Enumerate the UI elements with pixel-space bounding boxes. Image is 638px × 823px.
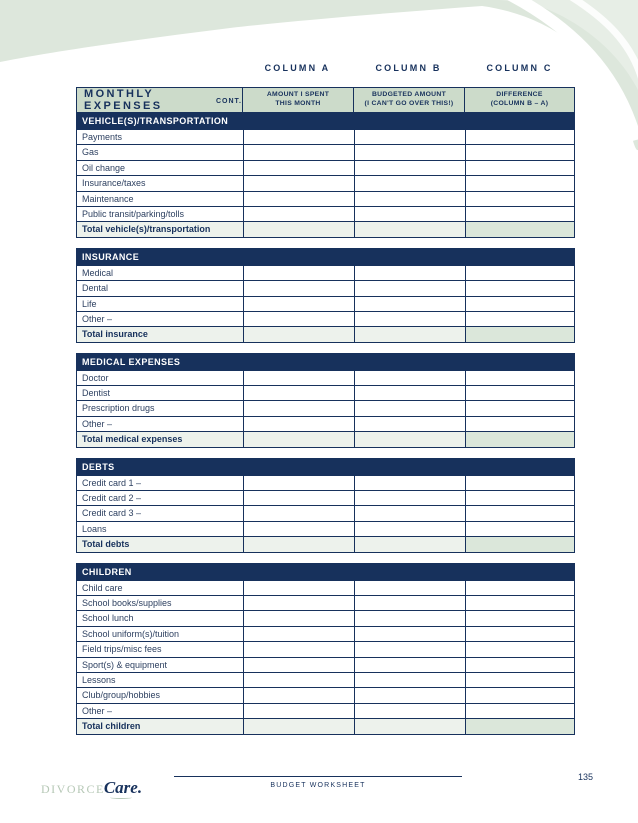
row-label: Child care xyxy=(82,582,123,593)
row-amount-b xyxy=(354,417,465,431)
row-amount-a xyxy=(243,704,354,718)
row-label: Other – xyxy=(82,313,113,324)
expense-row xyxy=(77,370,574,385)
expense-row xyxy=(77,595,574,610)
row-amount-c xyxy=(465,658,574,672)
row-amount-b xyxy=(354,192,465,206)
row-label: Other – xyxy=(82,418,113,429)
row-amount-a xyxy=(243,688,354,702)
row-amount-b xyxy=(354,281,465,295)
row-amount-a xyxy=(243,642,354,656)
row-label: Gas xyxy=(82,147,99,158)
expense-row xyxy=(77,191,574,206)
total-label: Total vehicle(s)/transportation xyxy=(77,222,243,236)
row-amount-b xyxy=(354,130,465,144)
row-amount-a xyxy=(243,145,354,159)
expense-row xyxy=(77,641,574,656)
column-a-header-line1: AMOUNT I SPENT xyxy=(266,91,330,99)
row-amount-a xyxy=(243,522,354,536)
row-amount-a xyxy=(243,130,354,144)
divorcecare-logo xyxy=(41,778,142,806)
row-amount-a xyxy=(243,281,354,295)
row-label: Life xyxy=(82,298,97,309)
total-row xyxy=(77,326,574,341)
row-label: Credit card 1 – xyxy=(82,477,142,488)
row-amount-c xyxy=(465,207,574,221)
row-amount-c xyxy=(465,476,574,490)
expense-row xyxy=(77,416,574,431)
section-header: DEBTS xyxy=(77,459,574,475)
row-label: Credit card 2 – xyxy=(82,493,142,504)
row-amount-b xyxy=(354,704,465,718)
row-amount-a xyxy=(243,611,354,625)
row-label: Club/group/hobbies xyxy=(82,690,161,701)
section-vehicle-s-transportation xyxy=(76,113,575,238)
row-label: School uniform(s)/tuition xyxy=(82,628,180,639)
expense-row xyxy=(77,400,574,415)
row-amount-c xyxy=(465,522,574,536)
row-amount-c xyxy=(465,417,574,431)
expense-row xyxy=(77,521,574,536)
row-amount-b xyxy=(354,611,465,625)
section-debts xyxy=(76,458,575,553)
row-amount-b xyxy=(354,522,465,536)
row-amount-c xyxy=(465,266,574,280)
total-label: Total debts xyxy=(77,537,243,551)
total-amount-a xyxy=(243,222,354,236)
row-label: Doctor xyxy=(82,372,109,383)
expense-row xyxy=(77,580,574,595)
row-label: School lunch xyxy=(82,613,134,624)
row-label: Public transit/parking/tolls xyxy=(82,208,185,219)
row-label: Other – xyxy=(82,705,113,716)
row-amount-b xyxy=(354,627,465,641)
row-amount-c xyxy=(465,642,574,656)
row-amount-b xyxy=(354,297,465,311)
section-header: INSURANCE xyxy=(77,249,574,265)
row-amount-b xyxy=(354,688,465,702)
row-label: Insurance/taxes xyxy=(82,178,146,189)
section-header: MEDICAL EXPENSES xyxy=(77,354,574,370)
column-b-label: COLUMN B xyxy=(375,63,442,73)
row-label: Lessons xyxy=(82,674,116,685)
expense-row xyxy=(77,144,574,159)
column-a-header-line2: THIS MONTH xyxy=(275,100,321,107)
footer-doc-title: BUDGET WORKSHEET xyxy=(270,782,366,789)
row-amount-a xyxy=(243,401,354,415)
row-amount-c xyxy=(465,401,574,415)
row-amount-b xyxy=(354,145,465,159)
row-label: Maintenance xyxy=(82,193,134,204)
section-insurance xyxy=(76,248,575,343)
row-label: School books/supplies xyxy=(82,597,172,608)
row-amount-a xyxy=(243,176,354,190)
column-b-header-cell xyxy=(354,88,465,112)
table-title: MONTHLY EXPENSES xyxy=(84,88,163,112)
row-amount-b xyxy=(354,161,465,175)
row-label: Credit card 3 – xyxy=(82,508,142,519)
expense-row xyxy=(77,490,574,505)
row-amount-a xyxy=(243,658,354,672)
column-c-label: COLUMN C xyxy=(486,63,553,73)
row-amount-b xyxy=(354,673,465,687)
expense-row xyxy=(77,672,574,687)
row-amount-c xyxy=(465,281,574,295)
expense-row xyxy=(77,385,574,400)
expenses-table xyxy=(76,87,575,735)
expense-sections xyxy=(76,113,575,735)
row-amount-a xyxy=(243,627,354,641)
row-label: Prescription drugs xyxy=(82,403,155,414)
logo-underline-swoosh xyxy=(110,796,132,799)
total-row xyxy=(77,718,574,733)
expense-row xyxy=(77,703,574,718)
row-amount-b xyxy=(354,506,465,520)
row-amount-a xyxy=(243,192,354,206)
row-amount-c xyxy=(465,627,574,641)
total-amount-a xyxy=(243,537,354,551)
section-children xyxy=(76,563,575,735)
row-amount-a xyxy=(243,312,354,326)
total-amount-a xyxy=(243,327,354,341)
row-amount-b xyxy=(354,207,465,221)
column-c-header-line1: DIFFERENCE xyxy=(496,91,543,99)
column-c-header-line2: (COLUMN B – A) xyxy=(490,100,549,107)
expense-row xyxy=(77,626,574,641)
row-amount-a xyxy=(243,506,354,520)
column-letter-labels xyxy=(242,63,575,73)
section-header: CHILDREN xyxy=(77,564,574,580)
column-b-header-line2: (I CAN'T GO OVER THIS!) xyxy=(364,100,454,107)
table-title-suffix: CONT. xyxy=(216,97,242,105)
row-amount-b xyxy=(354,386,465,400)
row-amount-c xyxy=(465,192,574,206)
row-amount-a xyxy=(243,476,354,490)
expense-row xyxy=(77,265,574,280)
total-amount-b xyxy=(354,327,465,341)
row-label: Dentist xyxy=(82,388,111,399)
row-amount-b xyxy=(354,401,465,415)
total-amount-c xyxy=(465,719,574,733)
row-amount-b xyxy=(354,176,465,190)
row-amount-c xyxy=(465,130,574,144)
expense-row xyxy=(77,206,574,221)
row-amount-b xyxy=(354,312,465,326)
expense-row xyxy=(77,280,574,295)
row-amount-b xyxy=(354,371,465,385)
row-amount-c xyxy=(465,596,574,610)
row-amount-c xyxy=(465,491,574,505)
expense-row xyxy=(77,296,574,311)
row-amount-b xyxy=(354,491,465,505)
row-amount-b xyxy=(354,266,465,280)
row-amount-a xyxy=(243,371,354,385)
row-label: Oil change xyxy=(82,162,126,173)
total-row xyxy=(77,221,574,236)
row-amount-a xyxy=(243,581,354,595)
expense-row xyxy=(77,687,574,702)
expense-row xyxy=(77,160,574,175)
row-amount-a xyxy=(243,266,354,280)
row-amount-c xyxy=(465,176,574,190)
row-amount-a xyxy=(243,386,354,400)
row-label: Sport(s) & equipment xyxy=(82,659,168,670)
total-amount-b xyxy=(354,432,465,446)
column-c-header-cell xyxy=(465,88,574,112)
total-label: Total medical expenses xyxy=(77,432,243,446)
column-b-header-line1: BUDGETED AMOUNT xyxy=(371,91,447,99)
total-amount-b xyxy=(354,537,465,551)
total-row xyxy=(77,536,574,551)
row-amount-c xyxy=(465,371,574,385)
total-amount-c xyxy=(465,327,574,341)
total-amount-c xyxy=(465,537,574,551)
total-label: Total children xyxy=(77,719,243,733)
expense-row xyxy=(77,505,574,520)
total-amount-c xyxy=(465,432,574,446)
row-amount-a xyxy=(243,596,354,610)
row-amount-c xyxy=(465,145,574,159)
total-label: Total insurance xyxy=(77,327,243,341)
expense-row xyxy=(77,475,574,490)
column-a-header-cell xyxy=(243,88,354,112)
column-a-label: COLUMN A xyxy=(264,63,331,73)
footer-divider-line xyxy=(174,776,462,777)
row-amount-c xyxy=(465,506,574,520)
row-amount-c xyxy=(465,611,574,625)
row-amount-c xyxy=(465,312,574,326)
row-amount-a xyxy=(243,491,354,505)
row-amount-c xyxy=(465,673,574,687)
row-amount-a xyxy=(243,207,354,221)
total-amount-a xyxy=(243,719,354,733)
row-label: Loans xyxy=(82,523,107,534)
expense-row xyxy=(77,129,574,144)
expense-row xyxy=(77,657,574,672)
row-amount-b xyxy=(354,596,465,610)
row-amount-b xyxy=(354,581,465,595)
row-amount-b xyxy=(354,658,465,672)
row-amount-a xyxy=(243,417,354,431)
row-label: Medical xyxy=(82,267,114,278)
row-amount-b xyxy=(354,642,465,656)
section-medical-expenses xyxy=(76,353,575,448)
page-number: 135 xyxy=(578,772,594,782)
row-label: Field trips/misc fees xyxy=(82,644,162,655)
row-amount-c xyxy=(465,688,574,702)
row-amount-c xyxy=(465,161,574,175)
row-amount-c xyxy=(465,704,574,718)
total-amount-b xyxy=(354,719,465,733)
row-amount-c xyxy=(465,581,574,595)
row-amount-c xyxy=(465,386,574,400)
total-amount-a xyxy=(243,432,354,446)
table-title-cell xyxy=(77,88,243,112)
row-label: Payments xyxy=(82,132,123,142)
logo-divorce-text: DIVORCE xyxy=(41,782,105,796)
total-amount-c xyxy=(465,222,574,236)
logo-care-text xyxy=(104,778,142,798)
row-amount-a xyxy=(243,161,354,175)
expense-row xyxy=(77,311,574,326)
row-label: Dental xyxy=(82,283,109,294)
table-header-row xyxy=(76,87,575,113)
expense-row xyxy=(77,175,574,190)
expense-row xyxy=(77,610,574,625)
row-amount-b xyxy=(354,476,465,490)
row-amount-a xyxy=(243,673,354,687)
total-row xyxy=(77,431,574,446)
logo-care-word: Care. xyxy=(103,778,143,797)
total-amount-b xyxy=(354,222,465,236)
row-amount-c xyxy=(465,297,574,311)
row-amount-a xyxy=(243,297,354,311)
section-header: VEHICLE(S)/TRANSPORTATION xyxy=(77,113,574,129)
